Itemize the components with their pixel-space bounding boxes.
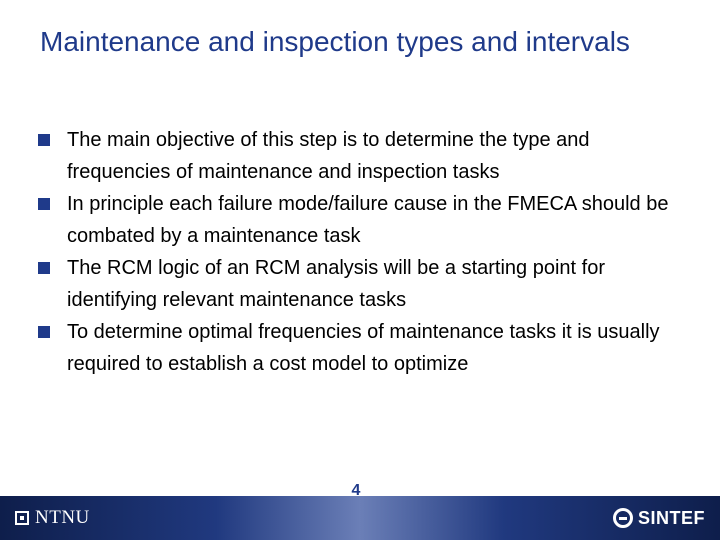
ntnu-logo-text: NTNU [35, 507, 90, 528]
bullet-item [38, 188, 698, 252]
bullet-item [38, 124, 698, 188]
ntnu-square-icon [15, 511, 29, 525]
bullet-text: The main objective of this step is to determine the type and frequencies of maintenance and inspection tasks [67, 129, 590, 183]
bullet-list [38, 124, 698, 380]
square-bullet-icon [38, 326, 50, 338]
square-bullet-icon [38, 134, 50, 146]
sintef-logo [613, 506, 705, 530]
bullet-item [38, 252, 698, 316]
ntnu-logo [15, 508, 90, 528]
sintef-logo-text: SINTEF [638, 507, 706, 528]
square-bullet-icon [38, 262, 50, 274]
bullet-text: The RCM logic of an RCM analysis will be a starting point for identifying relevant maintenance tasks [67, 257, 605, 311]
square-bullet-icon [38, 198, 50, 210]
sintef-circle-icon [613, 508, 633, 528]
bullet-item [38, 316, 698, 380]
page-number: 4 [351, 482, 361, 499]
bullet-text: To determine optimal frequencies of maintenance tasks it is usually required to establish a cost model to optimize [67, 321, 660, 375]
bullet-text: In principle each failure mode/failure cause in the FMECA should be combated by a maintenance task [67, 193, 669, 247]
slide-title: Maintenance and inspection types and intervals [40, 26, 630, 57]
